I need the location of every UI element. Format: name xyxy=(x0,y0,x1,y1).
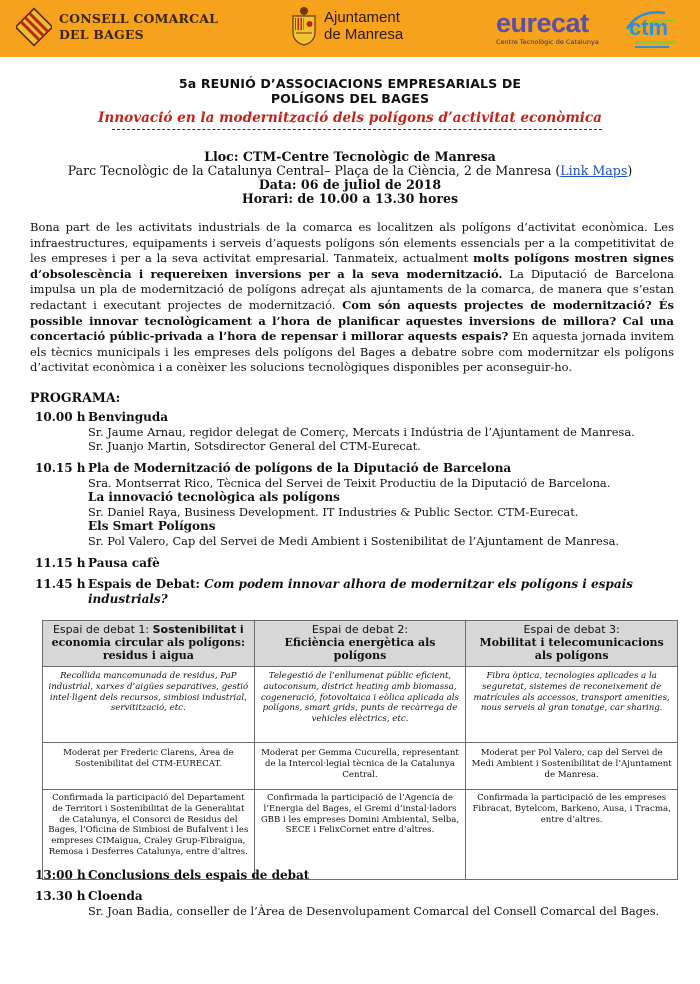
debate-question: Com podem innovar alhora de modernitzar els polígons i espais industrials? xyxy=(88,577,633,606)
slot-time: 13.30 h xyxy=(35,889,86,903)
header-bar xyxy=(0,0,700,57)
slot-speaker: Sr. Joan Badia, conseller de l’Àrea de Desenvolupament Comarcal del Consell Comarcal del Bages. xyxy=(88,903,660,918)
ajuntament-manresa-logo xyxy=(290,6,403,46)
bages-logo-line2: DEL BAGES xyxy=(59,27,144,42)
debate-label: Espais de Debat: xyxy=(88,577,205,591)
debate-header-2 xyxy=(254,621,466,667)
debate-topic: Mobilitat i telecomunicacions xyxy=(479,636,664,649)
intro-text-2: La Diputació de Barcelona impulsa un pla de modernització de polígons adreçat als ajuntaments de la comarca, de manera que s’estan redactant i executant projectes de modernització. xyxy=(30,266,674,312)
manresa-crest-icon xyxy=(290,6,318,46)
event-subtitle: Innovació en la modernització dels polígons d’activitat econòmica xyxy=(98,110,602,126)
intro-text-1: Bona part de les activitats industrials de la comarca es localitzen als polígons d’activitat econòmica. Les infraestructures, equipaments i serveis d’aquests polígons són elements essencials per a la competitivitat de les empreses i per a la seva activitat empresarial. Tanmateix, actualment xyxy=(30,220,674,266)
table-row xyxy=(43,743,678,790)
slot-title: Els Smart Polígons xyxy=(88,519,216,534)
debate-confirmed: Confirmada la participació de les empreses Fibracat, Bytelcom, Barkeno, Ausa, i Tracma, entre d’altres. xyxy=(466,790,678,880)
event-address-text: Parc Tecnològic de la Catalunya Central– Plaça de la Ciència, 2 de Manresa ( xyxy=(67,163,561,178)
slot-time: 11.45 h xyxy=(35,577,86,591)
debate-topic: als polígons xyxy=(534,649,609,662)
eurecat-logo-word: eurecat xyxy=(496,8,589,38)
program-heading: PROGRAMA: xyxy=(30,390,121,405)
slot-title: Pla de Modernització de polígons de la Diputació de Barcelona xyxy=(88,461,512,475)
debate-label: Espai de debat 2: xyxy=(311,623,409,636)
debate-header-3 xyxy=(466,621,678,667)
table-row xyxy=(43,667,678,743)
slot-title: Benvinguda xyxy=(88,410,169,424)
debate-header-1 xyxy=(43,621,255,667)
slot-title: La innovació tecnològica als polígons xyxy=(88,490,340,505)
event-title-line1: 5a REUNIÓ D’ASSOCIACIONS EMPRESARIALS DE xyxy=(178,76,522,91)
event-date: Data: 06 de juliol de 2018 xyxy=(258,177,442,192)
table-row xyxy=(43,790,678,880)
debate-label: Espai de debat 3: xyxy=(523,623,620,636)
slot-time: 10.00 h xyxy=(35,410,86,424)
ctm-logo xyxy=(617,3,689,53)
debate-topic: polígons xyxy=(333,649,387,662)
slot-time: 10.15 h xyxy=(35,461,86,475)
debate-moderator: Moderat per Frederic Clarens, Àrea de Sostenibilitat del CTM-EURECAT. xyxy=(43,743,255,790)
eurecat-logo-subtitle: Centre Tecnològic de Catalunya xyxy=(496,38,599,46)
debate-label: Espai de debat 1: xyxy=(52,623,153,636)
eurecat-logo xyxy=(496,9,599,46)
intro-bold-1: molts polígons mostren signes d’obsolescència i requereixen inversions per a la seva modernització. xyxy=(30,251,674,281)
slot-title xyxy=(88,577,678,606)
debate-confirmed: Confirmada la participació de l’Agencia de l’Energia del Bages, el Gremi d’instal·ladors GBB i les empreses Domini Ambiental, Selba, SECE i FelixCornet entre d’altres. xyxy=(254,790,466,880)
slot-speaker: Sra. Montserrat Rico, Tècnica del Servei de Teixit Productiu de la Diputació de Barcelona. xyxy=(88,475,611,490)
debate-topic: Sostenibilitat i xyxy=(152,623,244,636)
intro-bold-2: Com són aquests projectes de modernització? És possible innovar tecnològicament a l’hora de planificar aquestes inversions de millora? Cal una concertació públic-privada a l’hora de repensar i millorar aquests espais? xyxy=(30,297,674,344)
event-time: Horari: de 10.00 a 13.30 hores xyxy=(241,191,459,206)
debate-confirmed: Confirmada la participació del Departament de Territori i Sostenibilitat de la Generalitat de Catalunya, el Consorci de Residus del Bages, l’Oficina de Simbiosi de Bufalvent i les empreses CIMaigua, Craley Grup-Fibraigua, Remosa i Desferres Catalunya, entre d’altres. xyxy=(43,790,255,880)
slot-time: 13:00 h xyxy=(35,868,86,882)
slot-title: Pausa cafè xyxy=(88,556,160,570)
debate-table xyxy=(42,620,678,880)
slot-speaker: Sr. Daniel Raya, Business Development. IT Industries & Public Sector. CTM-Eurecat. xyxy=(88,504,579,519)
debate-topics: Telegestió de l’enllumenat públic eficient, autoconsum, district heating amb biomassa, cogeneració, fotovoltaica i eòlica aplicada als polígons, smart grids, punts de recàrrega de vehicles elèctrics, etc. xyxy=(254,667,466,743)
debate-moderator: Moderat per Gemma Cucurella, representant de la Intercol·legial tècnica de la Catalunya Central. xyxy=(254,743,466,790)
bages-logo-line1: CONSELL COMARCAL xyxy=(59,11,219,26)
ctm-logo-word: ctm xyxy=(629,15,669,40)
slot-speaker: Sr. Pol Valero, Cap del Servei de Medi Ambient i Sostenibilitat de l’Ajuntament de Manresa. xyxy=(88,533,619,548)
slot-time: 11.15 h xyxy=(35,556,86,570)
slot-speaker: Sr. Jaume Arnau, regidor delegat de Comerç, Mercats i Indústria de l’Ajuntament de Manresa. xyxy=(88,424,635,439)
maps-link[interactable]: Link Maps xyxy=(560,163,628,178)
event-title-line2: POLÍGONS DEL BAGES xyxy=(270,91,430,106)
debate-topics: Recollida mancomunada de residus, PaP industrial, xarxes d’aigües separatives, gestió intel·ligent dels recursos, simbiosi industrial, servitització, etc. xyxy=(43,667,255,743)
title-divider xyxy=(112,129,602,130)
intro-text-3: En aquesta jornada invitem els tècnics municipals i les empreses dels polígons del Bages a debatre sobre com modernitzar els polígons d’activitat econòmica i a conèixer les solucions tecnològiques disponibles per aconseguir-ho. xyxy=(30,329,674,375)
table-row xyxy=(43,621,678,667)
event-address-end: ) xyxy=(627,163,633,178)
debate-topics: Fibra òptica, tecnologies aplicades a la seguretat, sistemes de reconeixement de matrícules als accessos, transport amenities, nous serveis al gran tonatge, car sharing. xyxy=(466,667,678,743)
debate-topic: Eficiència energètica als xyxy=(284,636,436,649)
manresa-logo-line1: Ajuntament xyxy=(324,9,400,26)
slot-speaker: Sr. Juanjo Martin, Sotsdirector General del CTM-Eurecat. xyxy=(88,439,421,454)
intro-paragraph xyxy=(30,220,674,376)
slot-title: Conclusions dels espais de debat xyxy=(88,868,310,882)
event-place: Lloc: CTM-Centre Tecnològic de Manresa xyxy=(204,149,496,164)
debate-moderator: Moderat per Pol Valero, cap del Servei de Medi Ambient i Sostenibilitat de l’Ajuntament de Manresa. xyxy=(466,743,678,790)
manresa-logo-line2: de Manresa xyxy=(324,26,404,43)
event-address xyxy=(0,163,700,178)
slot-title: Cloenda xyxy=(88,889,143,903)
consell-comarcal-logo xyxy=(16,7,218,47)
catalan-shield-icon xyxy=(16,7,52,47)
debate-topic: economia circular als polígons: residus i aigua xyxy=(51,636,246,662)
